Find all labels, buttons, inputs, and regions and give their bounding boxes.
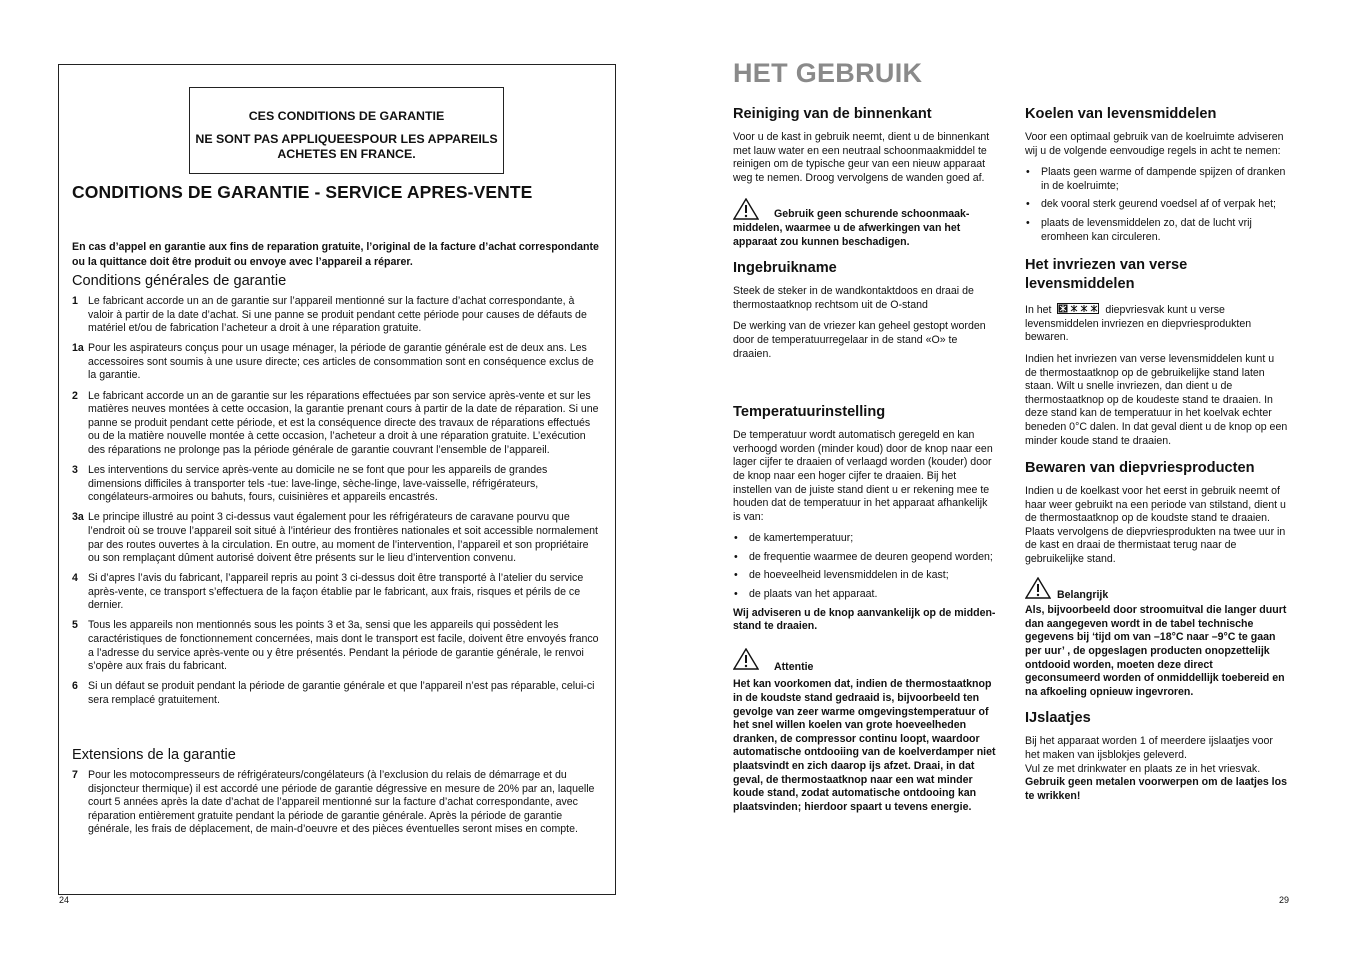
item-text: Le principe illustré au point 3 ci-dessus vaut également pour les réfrigérateurs de caravane pourvu que l’endroit où se trouve l’appareil soit situé à l’intérieur des frontières nationales et soit accessible normalement par des routes ouvertes à la circulation. En outre, au moment de l’intervention, l’appareil et son propriétaire ou son remplaçant dûment autorisé doivent être présents sur le lieu d’intervention convenu. bbox=[88, 511, 598, 565]
cleaning-heading: Reiniging van de binnenkant bbox=[733, 106, 932, 122]
ice-heading: IJslaatjes bbox=[1025, 710, 1091, 727]
extensions-list bbox=[72, 769, 602, 843]
storage-heading: Bewaren van diepvriesproducten bbox=[1025, 460, 1255, 477]
important-warning bbox=[1025, 577, 1288, 700]
page-number-left: 24 bbox=[59, 895, 70, 905]
warranty-title: CONDITIONS DE GARANTIE - SERVICE APRES-VENTE bbox=[72, 182, 533, 202]
cleaning-warning bbox=[733, 198, 996, 249]
cooling-text: Voor een optimaal gebruik van de koelruimte adviseren wij u de volgende eenvoudige regels in acht te nemen: bbox=[1025, 131, 1284, 157]
use-heading: Ingebruikname bbox=[733, 260, 837, 277]
use-text-2: De werking van de vriezer kan geheel gestopt worden door de temperatuurregelaar in de stand «O» te draaien. bbox=[733, 320, 986, 360]
general-conditions-heading: Conditions générales de garantie bbox=[72, 273, 287, 289]
attention-warning bbox=[733, 648, 996, 815]
storage-text: Indien u de koelkast voor het eerst in gebruik neemt of haar weer gebruikt na een periode van stilstand, dient u de thermostaatknop op de koudste stand te draaien. Plaats vervolgens de diepvriesprodukten na twee uur in de kast en draai de thermistaat terug naar de gebruikelijke stand. bbox=[1025, 485, 1286, 566]
item-number: 1 bbox=[72, 295, 78, 307]
warranty-notice-box bbox=[189, 87, 504, 174]
item-number: 3 bbox=[72, 464, 78, 477]
list-item bbox=[72, 464, 602, 505]
warranty-intro: En cas d’appel en garantie aux fins de reparation gratuite, l’original de la facture d’achat correspondante ou la quittance doit être produit ou envoye avec l’appareil a réparer. bbox=[72, 241, 599, 268]
item-text: Le fabricant accorde un an de garantie sur les réparations effectuées par son service après-vente et sur les matières neuves montées à cette occasion, la garantie prenant cours à partir de la date de réparation. Si une panne se produit pendant cette période, et est la conséquence directe des travaux de réparations effectués ou de la matière nouvelle montée à cette occasion, l’acheteur a droit à une réparation gratuite. L’exécution des réparations ne prolonge pas la période générale de garantie couvrant l’ensemble de l’appareil. bbox=[88, 389, 599, 456]
ice-text-2: Vul ze met drinkwater en plaats ze in het vriesvak. bbox=[1025, 762, 1261, 775]
list-item bbox=[72, 769, 602, 837]
list-item: • Plaats geen warme of dampende spijzen of dranken in de koelruimte; bbox=[1025, 166, 1288, 193]
list-item: • de kamertemperatuur; bbox=[733, 532, 996, 546]
item-text: Pour les motocompresseurs de réfrigérateurs/congélateurs (à l’exclusion du relais de démarrage et du disjoncteur thermique) il est accordé une période de garantie dégressive en mesure de 20% par an, laquelle court 5 années après la date d’achat de l’appareil mentionné sur la facture d’achat correspondante, avec réparation entièrement gratuite pendant la période de garantie générale. Après la période de garantie générale, les frais de déplacement, de main-d’oeuvre et des pièces éventuelles seront mises en compte. bbox=[88, 769, 595, 836]
list-item bbox=[72, 572, 602, 613]
list-item bbox=[72, 619, 602, 673]
right-column-1 bbox=[733, 105, 996, 814]
temp-advice: Wij adviseren u de knop aanvankelijk op de midden-stand te draaien. bbox=[733, 606, 996, 633]
freezing-text-2: Indien het invriezen van verse levensmiddelen kunt u de thermostaatknop op de gebruikelijke stand laten staan. Wilt u snelle invriezen, dan dient u de thermostaatknop op de koudeste stand te draaien. In deze stand kan de temperatuur in het koelvak echter beneden 0°C dalen. In dat geval dient u de knop op een minder koude stand te draaien. bbox=[1025, 352, 1288, 447]
list-item bbox=[72, 390, 602, 458]
cleaning-warning-rest: middelen, waarmee u de afwerkingen van het apparaat zou kunnen beschadigen. bbox=[733, 221, 961, 248]
list-item: • plaats de levensmiddelen zo, dat de lucht vrij eromheen kan circuleren. bbox=[1025, 217, 1288, 244]
item-number: 6 bbox=[72, 680, 78, 693]
notice-line-1: CES CONDITIONS DE GARANTIE bbox=[248, 109, 445, 123]
attention-text: Het kan voorkomen dat, indien de thermostaatknop in de koudste stand gedraaid is, bijvoorbeeld ten gevolge van zeer warme omgevingstemperatuur of het snel willen koelen van grote hoeveelheden dranken, de compressor continu loopt, waardoor automatische ontdooiing van de koelverdamper niet plaatsvindt en zich daarop ijs afzet. Draai, in dat geval, de thermostaatknop naar een wat minder koude stand, zodat automatische ontdooing kan plaatsvinden; hierdoor spaart u tevens energie. bbox=[733, 678, 996, 813]
freezing-text-1 bbox=[1025, 303, 1288, 345]
list-item bbox=[72, 680, 602, 707]
freezing-heading: Het invriezen van verse levensmiddelen bbox=[1025, 257, 1188, 293]
page-number-right: 29 bbox=[1279, 895, 1290, 905]
cleaning-text: Voor u de kast in gebruik neemt, dient u de binnenkant met lauw water en een neutraal schoonmaakmiddel te reinigen om de typische geur van een nieuw apparaat weg te nemen. Droog vervolgens de wanden goed af. bbox=[733, 131, 990, 184]
right-column-2 bbox=[1025, 105, 1288, 803]
attention-label: Attentie bbox=[774, 660, 814, 673]
item-number: 3a bbox=[72, 511, 84, 524]
cooling-bullet-list bbox=[1025, 166, 1288, 244]
list-item: • dek vooral sterk geurend voedsel af of verpak het; bbox=[1025, 198, 1288, 212]
ice-text-3: Gebruik geen metalen voorwerpen om de laatjes los te wrikken! bbox=[1025, 776, 1287, 802]
item-number: 1a bbox=[72, 342, 84, 355]
four-star-freezer-icon bbox=[1057, 303, 1099, 314]
item-number: 2 bbox=[72, 389, 78, 402]
cooling-heading: Koelen van levensmiddelen bbox=[1025, 106, 1217, 122]
important-label: Belangrijk bbox=[1057, 588, 1109, 601]
temp-bullet-list bbox=[733, 532, 996, 601]
item-number: 7 bbox=[72, 769, 78, 781]
cleaning-warning-line1: Gebruik geen schurende schoonmaak- bbox=[774, 208, 970, 221]
freezing-text-1b: diepvriesvak kunt u verse levensmiddelen invriezen en diepvriesprodukten bewaren. bbox=[1025, 304, 1252, 344]
list-item bbox=[72, 342, 602, 383]
notice-line-2: NE SONT PAS APPLIQUEESPOUR LES APPAREILS ACHETES EN FRANCE. bbox=[195, 132, 498, 161]
extensions-heading: Extensions de la garantie bbox=[72, 747, 236, 763]
item-text: Si d’apres l’avis du fabricant, l’appareil repris au point 3 ci-dessus doit être transporté à l’atelier du service après-vente, ce transport s’effectuera de la façon établie par le fabricant, aux frais, risques et périls de ce dernier. bbox=[88, 572, 584, 612]
item-text: Tous les appareils non mentionnés sous les points 3 et 3a, sensi que les appareils qui possèdent les caractéristiques de fonctionnement concernées, mais dont le transport est facile, doivent être envoyés franco a l’adresse du service après-vente ou y être présentés. Pendant la période de garantie générale, le renvoi s’opère aux frais du fabricant. bbox=[88, 619, 599, 673]
item-text: Les interventions du service après-vente au domicile ne se font que pour les appareils de grandes dimensions difficiles à transporter tels -tue: lave-linge, sèche-linge, lave-vaisselle, réfrigérateurs, congélateurs-armoires ou bahuts, fours, cuisinières et appareils encastrés. bbox=[88, 464, 548, 504]
item-number: 5 bbox=[72, 619, 78, 632]
important-text: Als, bijvoorbeeld door stroomuitval die langer duurt dan aangegeven wordt in de tabel technische gegevens bij ‘tijd om van –18°C naar –9°C te gaan per uur’ , de opgeslagen producten onopzettelijk ontdooid worden, moeten deze direct geconsumeerd worden of onmiddellijk toebereid en na afkoeling opnieuw ingevroren. bbox=[1025, 604, 1287, 698]
list-item: • de plaats van het apparaat. bbox=[733, 588, 996, 602]
warning-triangle-icon bbox=[1025, 577, 1051, 599]
warning-triangle-icon bbox=[733, 198, 759, 220]
warning-triangle-icon bbox=[733, 648, 759, 670]
item-text: Le fabricant accorde un an de garantie sur l’appareil mentionné sur la facture d’achat correspondante, à valoir à partir de la date d’achat. Si une panne se produit pendant cette période pour causes de défauts de matériel et/ou de fabrication l’acheteur a droit à une réparation gratuite. bbox=[88, 295, 587, 335]
temp-text: De temperatuur wordt automatisch geregeld en kan verhoogd worden (minder koud) door de knop naar een lager cijfer te draaien of verlaagd worden (kouder) door de knop naar een hoger cijfer te draaien. Bij het instellen van de juiste stand dient u er rekening mee te houden dat de temperatuur in het apparaat afhankelijk is van: bbox=[733, 429, 993, 523]
temp-heading: Temperatuurinstelling bbox=[733, 404, 886, 421]
list-item bbox=[72, 295, 602, 336]
ice-text-1: Bij het apparaat worden 1 of meerdere ijslaatjes voor het maken van ijsblokjes geleverd. bbox=[1025, 735, 1273, 761]
item-text: Si un défaut se produit pendant la période de garantie générale et que l’appareil n’est pas réparable, celui-ci sera remplacé gratuitement. bbox=[88, 680, 595, 706]
use-text-1: Steek de steker in de wandkontaktdoos en draai de thermostaatknop rechtsom uit de O-stand bbox=[733, 285, 974, 311]
list-item bbox=[72, 511, 602, 565]
general-conditions-list bbox=[72, 295, 602, 714]
list-item: • de hoeveelheid levensmiddelen in de kast; bbox=[733, 569, 996, 583]
freezing-text-1a: In het bbox=[1025, 304, 1052, 317]
list-item: • de frequentie waarmee de deuren geopend worden; bbox=[733, 551, 996, 565]
item-number: 4 bbox=[72, 572, 78, 585]
item-text: Pour les aspirateurs conçus pour un usage ménager, la période de garantie générale est de deux ans. Les accessoires sont soumis à une usure directe; ces articles de consommation sont en conséquence exclus de la garantie. bbox=[88, 342, 594, 382]
page-title: HET GEBRUIK bbox=[733, 58, 923, 88]
